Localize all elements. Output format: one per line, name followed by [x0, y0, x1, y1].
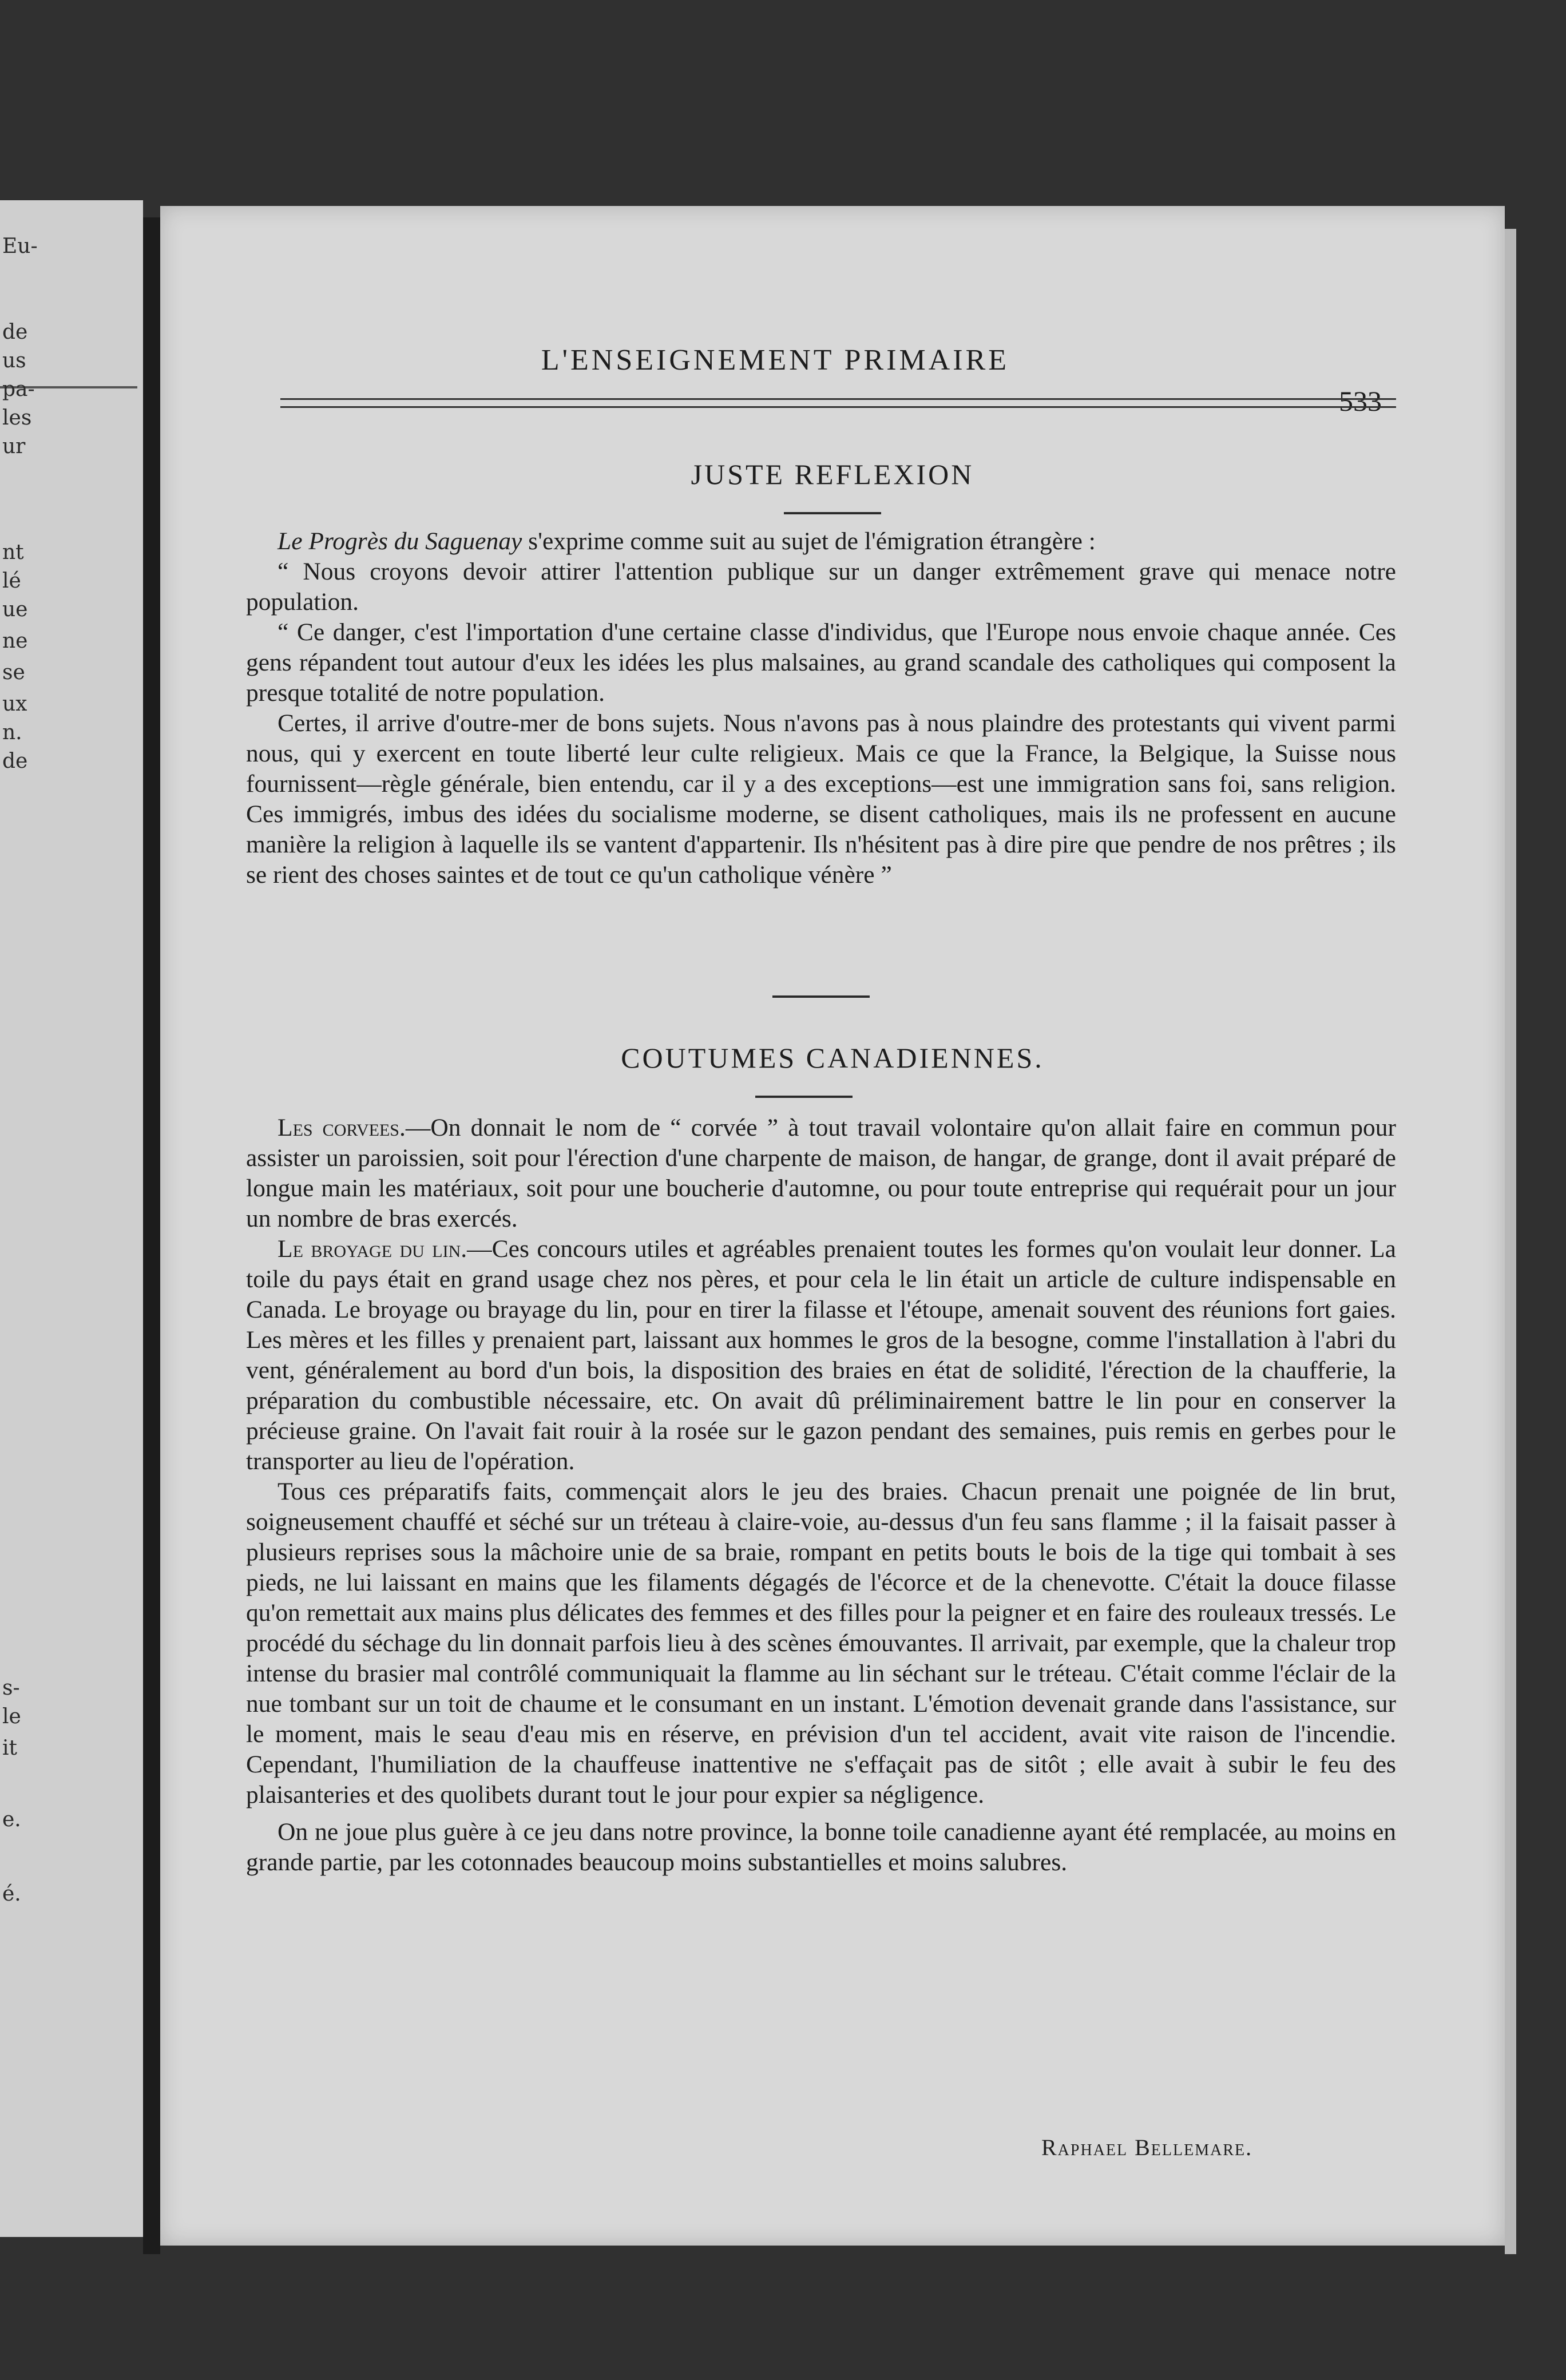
previous-page-text-fragment: n. — [2, 721, 22, 744]
previous-page-text-fragment: Eu- — [2, 235, 38, 258]
paragraph-lead: Le broyage du lin. — [277, 1235, 467, 1263]
page-edge-shadow — [1505, 229, 1516, 2254]
previous-page-text-fragment: ux — [2, 692, 27, 716]
previous-page-text-fragment: de — [2, 320, 28, 344]
book-gutter — [143, 217, 160, 2254]
paragraph: Le Progrès du Saguenay s'exprime comme suit au sujet de l'émigration étrangère : — [277, 527, 1096, 555]
paragraph: Tous ces préparatifs faits, commençait alors le jeu des braies. Chacun prenait une poignée de lin brut, soigneusement chauffé et séché sur un tréteau à claire-voie, au-dessus d'un feu sans flamme ; il la faisait passer à plusieurs reprises sous la mâchoire unie de sa braie, rompant en petits bouts le bois de la tige qui tombait à ses pieds, ne lui laissant en mains que les filaments dégagés de l'écorce et de la chenevotte. C'était la douce filasse qu'on remettait aux mains plus délicates des femmes et des filles pour la peigner et en faire des rouleaux tressés. Le procédé du séchage du lin donnait parfois lieu à des scènes émouvantes. Il arrivait, par exemple, que la chaleur trop intense du brasier mal contrôlé communiquait la flamme au lin séchant sur le tréteau. C'était comme l'éclair de la nue tombant sur un toit de chaume et le consumant en un instant. L'émotion devenait grande dans l'assistance, sur le moment, mais le seau d'eau mis en réserve, en prévision d'un tel accident, avait vite raison de l'incendie. Cependant, l'humiliation de la chauffeuse inattentive ne s'effaçait pas de sitôt ; elle avait à subir le feu des plaisanteries et des quolibets durant tout le jour pour expier sa négligence. — [246, 1478, 1396, 1808]
previous-page-text-fragment: it — [2, 1736, 17, 1760]
running-title: L'ENSEIGNEMENT PRIMAIRE — [541, 344, 1010, 376]
previous-page-text-fragment: ur — [2, 435, 26, 458]
article-title-juste-reflexion: JUSTE REFLEXION — [691, 458, 974, 490]
article-body-coutumes — [246, 1113, 1396, 1878]
previous-page-text-fragment: de — [2, 749, 28, 773]
header-rule-top — [280, 398, 1396, 400]
paragraph: “ Ce danger, c'est l'importation d'une certaine classe d'individus, que l'Europe nous envoie chaque année. Ces gens répandent tout autour d'eux les idées les plus malsaines, au grand scandale des catholiques qui composent la presque totalité de notre population. — [246, 618, 1396, 707]
previous-page-text-fragment: se — [2, 661, 25, 684]
previous-page-text-fragment: é. — [2, 1882, 21, 1906]
paragraph-lead: Les corvees. — [277, 1114, 406, 1141]
page-number: 533 — [1339, 385, 1382, 417]
previous-page-text-fragment: pa- — [2, 378, 35, 401]
paragraph: Certes, il arrive d'outre-mer de bons sujets. Nous n'avons pas à nous plaindre des protestants qui vivent parmi nous, qui y exercent en toute liberté leur culte religieux. Mais ce que la France, la Belgique, la Suisse nous fournissent—règle générale, bien entendu, car il y a des exceptions—est une immigration sans foi, sans religion. Ces immigrés, imbus des idées du socialisme moderne, se disent catholiques, mais ils ne professent en aucune manière la religion à laquelle ils se vantent d'appartenir. Ils n'hésitent pas à dire pire que pendre de nos prêtres ; ils se rient des choses saintes et de tout ce qu'un catholique vénère ” — [246, 709, 1396, 888]
paragraph: Le broyage du lin.—Ces concours utiles et agréables prenaient toutes les formes qu'on voulait leur donner. La toile du pays était en grand usage chez nos pères, et pour cela le lin était un article de culture indispensable en Canada. Le broyage ou brayage du lin, pour en tirer la filasse et l'étoupe, amenait souvent des réunions fort gaies. Les mères et les filles y prenaient part, laissant aux hommes le gros de la besogne, comme l'installation à l'abri du vent, généralement au bord d'un bois, la disposition des braies en état de solidité, l'érection de la chaufferie, la préparation du combustible nécessaire, etc. On avait dû préliminairement battre le lin pour en conserver la précieuse graine. On l'avait fait rouir à la rosée sur le gazon pendant des semaines, puis remis en gerbes pour le transporter au lieu de l'opération. — [246, 1235, 1396, 1475]
previous-page-text-fragment: s- — [2, 1676, 20, 1700]
author-signature: Raphael Bellemare. — [1041, 2135, 1253, 2160]
title-underline — [784, 512, 881, 514]
paragraph: Les corvees.—On donnait le nom de “ corvée ” à tout travail volontaire qu'on allait faire en commun pour assister un paroissien, soit pour l'érection d'une charpente de maison, de hangar, de grange, dont il avait préparé de longue main les matériaux, soit pour une boucherie d'automne, ou pour toute entreprise qui requérait pour un jour un nombre de bras exercés. — [246, 1114, 1396, 1232]
previous-page-text-fragment: e. — [2, 1808, 21, 1831]
article-title-coutumes: COUTUMES CANADIENNES. — [621, 1042, 1044, 1074]
previous-page-text-fragment: ue — [2, 598, 28, 621]
previous-page-text-fragment: lé — [2, 569, 21, 593]
header-rule-bottom — [280, 406, 1396, 408]
paragraph: “ Nous croyons devoir attirer l'attention publique sur un danger extrêmement grave qui menace notre population. — [246, 558, 1396, 616]
title-underline — [755, 1096, 853, 1098]
previous-page-text-fragment: ne — [2, 629, 28, 653]
previous-page-text-fragment: nt — [2, 541, 24, 564]
journal-page — [160, 206, 1505, 2246]
previous-page-text-fragment: us — [2, 349, 26, 372]
newspaper-name: Le Progrès du Saguenay — [277, 527, 522, 555]
previous-page-edge — [0, 200, 143, 2237]
previous-page-text-fragment: le — [2, 1705, 21, 1728]
previous-page-text-fragment: les — [2, 406, 32, 430]
paragraph: On ne joue plus guère à ce jeu dans notre province, la bonne toile canadienne ayant été remplacée, au moins en grande partie, par les cotonnades beaucoup moins substantielles et moins salubres. — [246, 1818, 1396, 1876]
article-body-juste-reflexion — [246, 526, 1396, 890]
section-divider — [772, 995, 870, 998]
